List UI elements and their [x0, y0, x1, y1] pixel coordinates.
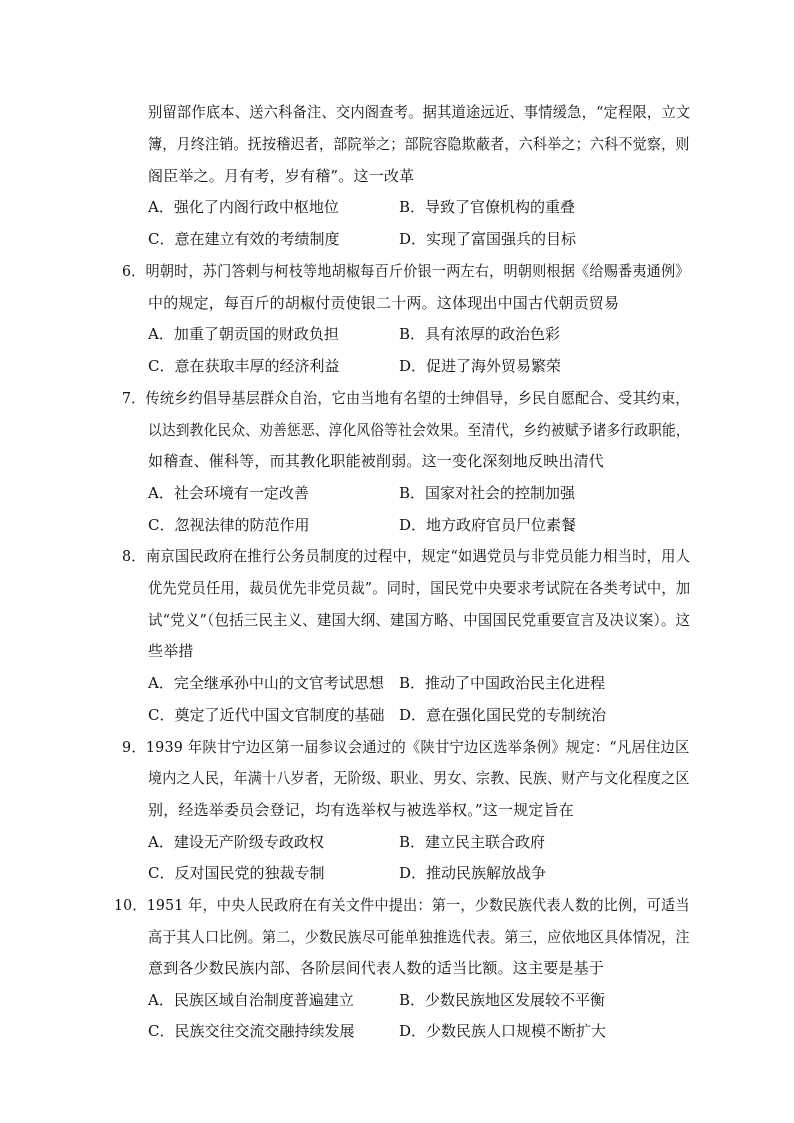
question-first-line	[122, 546, 690, 566]
option-b	[399, 673, 605, 693]
option-text: 实现了富国强兵的目标	[426, 230, 577, 248]
option-label: D．	[399, 230, 427, 248]
option-label: B．	[399, 484, 426, 502]
option-label: A．	[148, 484, 174, 502]
option-text: 建设无产阶级专政政权	[173, 833, 324, 851]
option-text: 少数民族人口规模不断扩大	[426, 1022, 607, 1040]
option-text: 导致了官僚机构的重叠	[425, 198, 576, 216]
option-text: 忽视法律的防范作用	[174, 516, 310, 534]
option-b	[399, 324, 560, 344]
option-label: B．	[399, 198, 426, 216]
question-number: 7．	[122, 389, 146, 407]
option-text: 意在建立有效的考绩制度	[174, 230, 340, 248]
option-d	[399, 229, 576, 249]
option-text: 强化了内阁行政中枢地位	[173, 198, 339, 216]
option-c	[148, 229, 340, 249]
option-text: 反对国民党的独裁专制	[174, 864, 325, 882]
question-text-line: 优先党员任用，裁员优先非党员裁”。同时，国民党中央要求考试院在各类考试中，加	[148, 579, 691, 597]
option-text: 民族区域自治制度普遍建立	[173, 991, 354, 1009]
option-label: B．	[399, 674, 426, 692]
option-b	[399, 832, 545, 852]
question-text-line: 高于其人口比例。第二，少数民族尽可能单独推选代表。第三，应依地区具体情况，注	[148, 928, 690, 946]
question-text-line: 阁臣举之。月有考，岁有稽”。这一改革	[148, 167, 415, 185]
question-text-line: 如稽查、催科等，而其教化职能被削弱。这一变化深刻地反映出清代	[148, 452, 605, 470]
option-a	[148, 483, 309, 503]
question-text-line: 1939 年陕甘宁边区第一届参议会通过的《陕甘宁边区选举条例》规定：“凡居住边区	[145, 738, 690, 756]
question-first-line	[122, 737, 690, 757]
question-text-line: 境内之人民，年满十八岁者，无阶级、职业、男女、宗教、民族、财产与文化程度之区	[148, 769, 690, 787]
option-c	[148, 356, 340, 376]
option-text: 促进了海外贸易繁荣	[426, 357, 562, 375]
option-a	[148, 673, 384, 693]
option-label: C．	[148, 1022, 175, 1040]
question-text-line: 意到各少数民族内部、各阶层间代表人数的适当比额。这主要是基于	[148, 959, 605, 977]
option-c	[148, 705, 385, 725]
option-text: 民族交往交流交融持续发展	[174, 1022, 355, 1040]
option-text: 意在强化国民党的专制统治	[426, 706, 607, 724]
option-a	[148, 990, 354, 1010]
option-text: 社会环境有一定改善	[173, 484, 309, 502]
option-text: 地方政府官员尸位素餐	[426, 516, 577, 534]
option-d	[399, 705, 606, 725]
option-label: C．	[148, 516, 175, 534]
option-text: 推动了中国政治民主化进程	[425, 674, 606, 692]
question-text-line: 1951 年，中央人民政府在有关文件中提出：第一，少数民族代表人数的比例，可适当	[146, 896, 690, 914]
question-number: 6．	[122, 262, 146, 280]
option-text: 国家对社会的控制加强	[425, 484, 576, 502]
option-c	[148, 515, 310, 535]
option-b	[399, 990, 605, 1010]
question-text-line: 别留部作底本、送六科备注、交内阁查考。据其道途远近、事情缓急，“定程限，立文	[148, 103, 691, 121]
option-label: D．	[399, 864, 427, 882]
option-text: 奠定了近代中国文官制度的基础	[174, 706, 385, 724]
option-label: D．	[399, 1022, 427, 1040]
question-first-line	[114, 895, 690, 915]
option-label: C．	[148, 864, 175, 882]
question-text-line: 别，经选举委员会登记，均有选举权与被选举权。”这一规定旨在	[148, 801, 574, 819]
option-text: 建立民主联合政府	[425, 833, 546, 851]
option-label: A．	[148, 674, 174, 692]
question-first-line	[122, 261, 690, 281]
option-label: C．	[148, 706, 175, 724]
question-text-line: 试“党义”（包括三民主义、建国大纲、建国方略、中国国民党重要宣言及决议案）。这	[148, 611, 691, 629]
option-b	[399, 483, 575, 503]
option-label: B．	[399, 991, 426, 1009]
question-first-line	[122, 388, 690, 408]
option-label: B．	[399, 325, 426, 343]
question-text-line: 些举措	[148, 642, 194, 660]
question-text-line: 中的规定，每百斤的胡椒付贡使银二十两。这体现出中国古代朝贡贸易	[148, 294, 620, 312]
option-text: 意在获取丰厚的经济利益	[174, 357, 340, 375]
option-d	[399, 863, 546, 883]
question-number: 8．	[122, 547, 146, 565]
option-label: A．	[148, 325, 174, 343]
question-text-line: 明朝时，苏门答剌与柯枝等地胡椒每百斤价银一两左右，明朝则根据《给赐番夷通例》	[145, 262, 690, 280]
option-a	[148, 197, 339, 217]
option-text: 完全继承孙中山的文官考试思想	[173, 674, 384, 692]
option-label: A．	[148, 198, 174, 216]
option-label: D．	[399, 357, 427, 375]
question-text-line: 南京国民政府在推行公务员制度的过程中，规定“如遇党员与非党员能力相当时，用人	[145, 547, 691, 565]
option-label: C．	[148, 230, 175, 248]
option-text: 推动民族解放战争	[426, 864, 547, 882]
question-number: 10．	[114, 896, 147, 914]
option-label: A．	[148, 833, 174, 851]
option-label: B．	[399, 833, 426, 851]
option-a	[148, 324, 339, 344]
option-a	[148, 832, 324, 852]
option-label: C．	[148, 357, 175, 375]
question-text-line: 传统乡约倡导基层群众自治，它由当地有名望的士绅倡导，乡民自愿配合、受其约束，	[145, 389, 690, 407]
question-text-line: 以达到教化民众、劝善惩恶、淳化风俗等社会效果。至清代，乡约被赋予诸多行政职能，	[148, 421, 690, 439]
option-text: 具有浓厚的政治色彩	[425, 325, 561, 343]
option-d	[399, 515, 576, 535]
option-label: A．	[148, 991, 174, 1009]
question-text-line: 簿，月终注销。抚按稽迟者，部院举之；部院容隐欺蔽者，六科举之；六科不觉察，则	[148, 135, 690, 153]
option-c	[148, 1021, 355, 1041]
option-label: D．	[399, 706, 427, 724]
question-number: 9．	[122, 738, 146, 756]
option-text: 加重了朝贡国的财政负担	[173, 325, 339, 343]
option-d	[399, 1021, 606, 1041]
option-b	[399, 197, 575, 217]
option-d	[399, 356, 561, 376]
option-label: D．	[399, 516, 427, 534]
option-text: 少数民族地区发展较不平衡	[425, 991, 606, 1009]
option-c	[148, 863, 325, 883]
